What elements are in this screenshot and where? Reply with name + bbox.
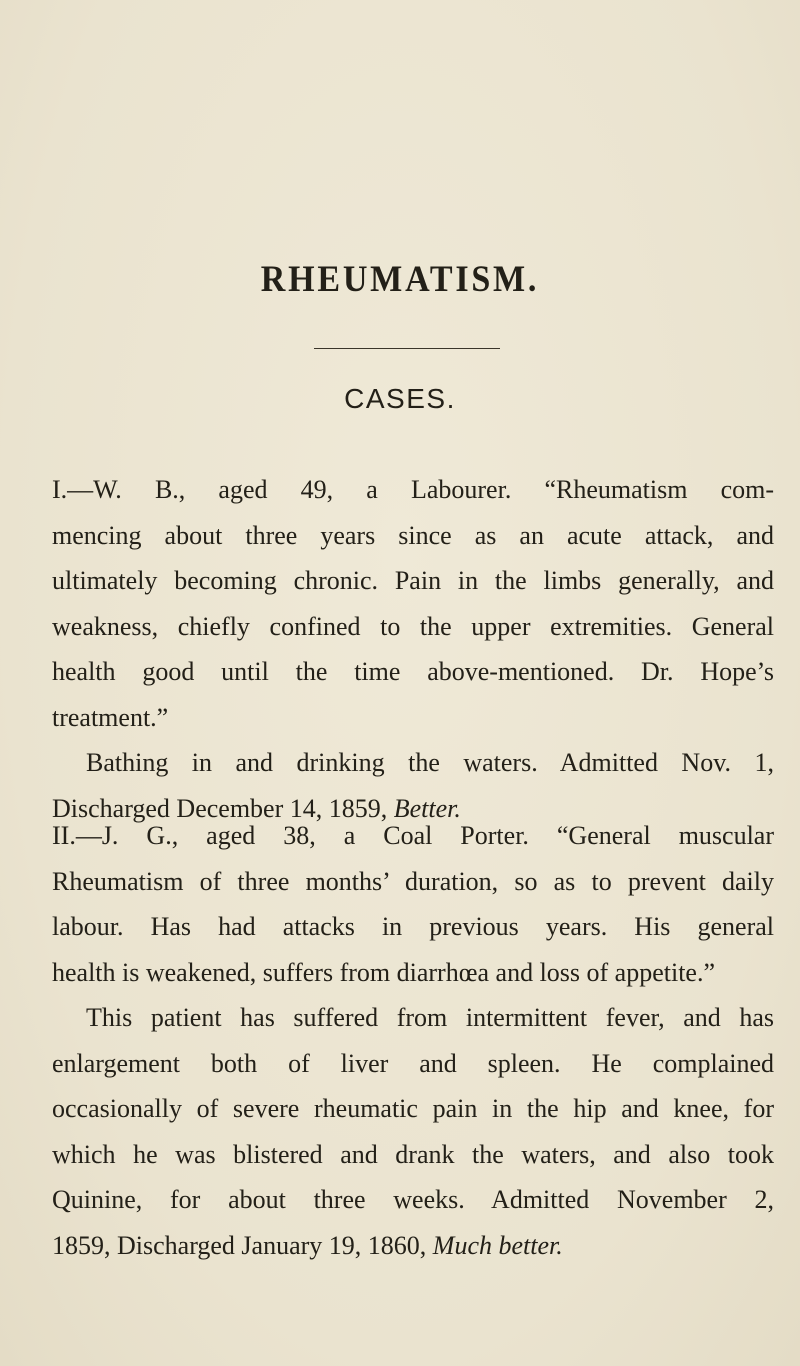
case-2-notes-line: This patient has suffered from intermittent fever, and has	[86, 1003, 774, 1032]
case-2-discharge-text: 1859, Discharged January 19, 1860,	[52, 1230, 433, 1260]
case-2-notes-line: Quinine, for about three weeks. Admitted November 2,	[52, 1185, 774, 1214]
case-2-line: labour. Has had attacks in previous years. His general	[52, 912, 774, 941]
case-1-discharge-text: Discharged December 14, 1859,	[52, 793, 394, 823]
case-2-line: health is weakened, suffers from diarrhœa and loss of appetite.”	[52, 957, 716, 987]
case-2-outcome: Much better.	[432, 1230, 563, 1260]
case-1-line: I.—W. B., aged 49, a Labourer. “Rheumatism com-	[52, 475, 774, 504]
case-2-line: Rheumatism of three months’ duration, so as to prevent daily	[52, 866, 774, 896]
case-2-notes-line: which he was blistered and drank the waters, and also took	[52, 1139, 774, 1169]
case-1-line: health good until the time above-mentioned. Dr. Hope’s	[52, 657, 774, 686]
case-2-discharge-line	[52, 1223, 774, 1269]
case-1	[52, 467, 774, 831]
case-2-notes-line: occasionally of severe rheumatic pain in the hip and knee, for	[52, 1094, 774, 1123]
case-2-notes-line: enlargement both of liver and spleen. He complained	[52, 1048, 774, 1078]
case-1-line: treatment.”	[52, 702, 169, 732]
case-1-line: weakness, chiefly confined to the upper extremities. General	[52, 611, 774, 641]
case-1-outcome: Better.	[393, 793, 461, 823]
case-2	[52, 813, 774, 1268]
case-1-line: ultimately becoming chronic. Pain in the limbs generally, and	[52, 566, 774, 595]
case-1-treatment-line: Bathing in and drinking the waters. Admitted Nov. 1,	[86, 748, 774, 777]
title-divider	[314, 348, 500, 349]
section-heading: CASES.	[344, 383, 456, 414]
case-2-line: II.—J. G., aged 38, a Coal Porter. “General muscular	[52, 821, 774, 850]
page-title: RHEUMATISM.	[260, 259, 540, 300]
case-1-line: mencing about three years since as an acute attack, and	[52, 520, 774, 550]
